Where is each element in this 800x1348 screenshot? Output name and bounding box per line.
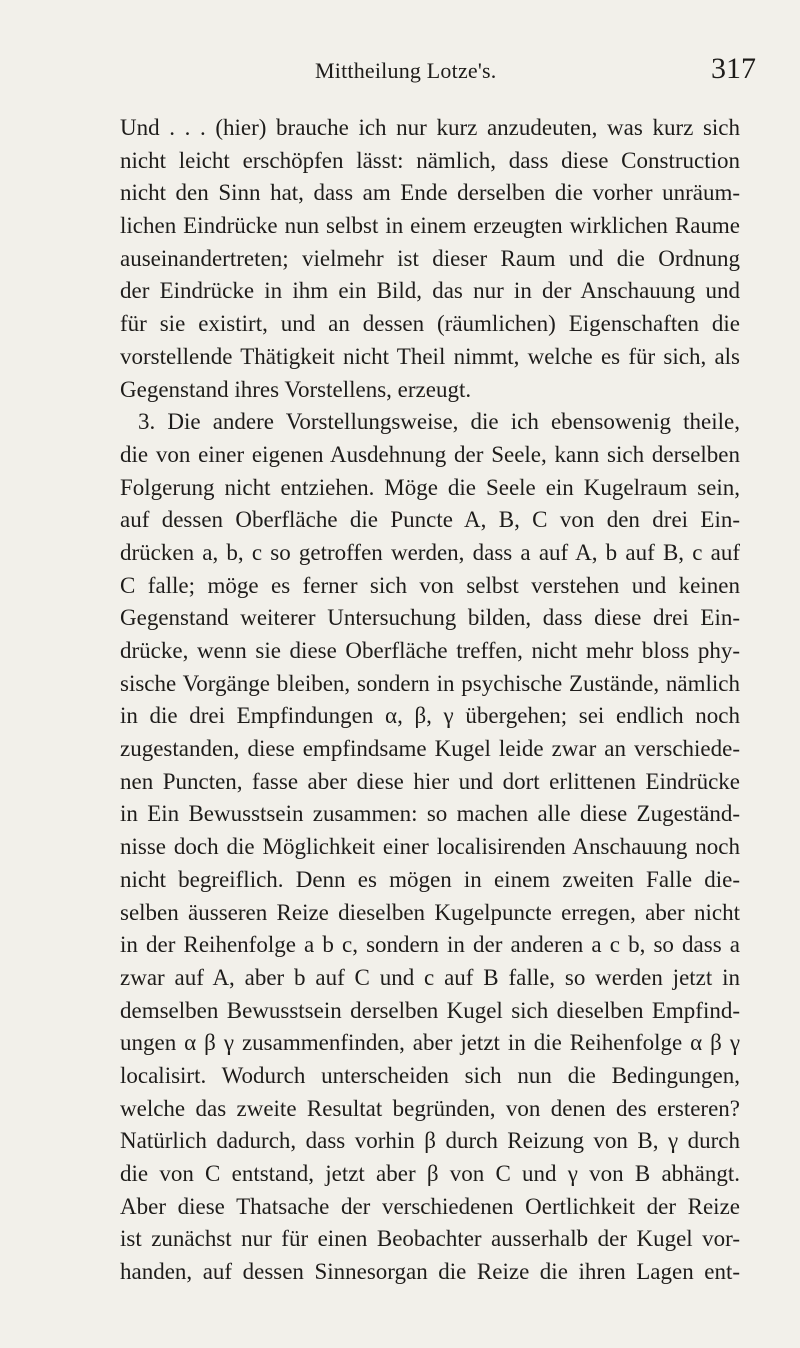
text-line: drücken a, b, c so getroffen werden, dass a auf A, b auf B, c auf	[120, 539, 740, 565]
body-text	[120, 112, 740, 1289]
text-line: der Eindrücke in ihm ein Bild, das nur in der Anschauung und	[120, 278, 740, 304]
text-line: Und . . . (hier) brauche ich nur kurz anzudeuten, was kurz sich	[120, 115, 740, 140]
text-line: nicht den Sinn hat, dass am Ende derselben die vorher unräum-	[120, 180, 740, 206]
text-line: Natürlich dadurch, dass vorhin β durch Reizung von B, γ durch	[120, 1128, 740, 1154]
text-line: in Ein Bewusstsein zusammen: so machen alle diese Zugeständ-	[120, 801, 740, 827]
text-line: ungen α β γ zusammenfinden, aber jetzt in die Reihenfolge α β γ	[120, 1030, 740, 1056]
text-line: ist zunächst nur für einen Beobachter ausserhalb der Kugel vor-	[120, 1226, 740, 1252]
text-line: auf dessen Oberfläche die Puncte A, B, C von den drei Ein-	[120, 507, 740, 533]
text-line: localisirt. Wodurch unterscheiden sich nun die Bedingungen,	[120, 1062, 740, 1088]
page-number: 317	[711, 52, 756, 85]
text-line: nicht leicht erschöpfen lässt: nämlich, dass diese Construction	[120, 147, 740, 173]
text-line: Gegenstand ihres Vorstellens, erzeugt.	[120, 376, 472, 402]
text-line: C falle; möge es ferner sich von selbst verstehen und keinen	[120, 572, 740, 598]
text-line: drücke, wenn sie diese Oberfläche treffen, nicht mehr bloss phy-	[120, 638, 740, 663]
text-line: Gegenstand weiterer Untersuchung bilden, dass diese drei Ein-	[120, 605, 740, 631]
text-line: die von einer eigenen Ausdehnung der Seele, kann sich derselben	[120, 441, 740, 467]
text-line: 3. Die andere Vorstellungsweise, die ich ebensowenig theile,	[138, 409, 740, 435]
text-line: in die drei Empfindungen α, β, γ übergehen; sei endlich noch	[120, 703, 740, 729]
text-line: nicht begreiflich. Denn es mögen in einem zweiten Falle die-	[120, 866, 740, 892]
text-line: die von C entstand, jetzt aber β von C und γ von B abhängt.	[120, 1161, 740, 1186]
text-line: handen, auf dessen Sinnesorgan die Reize die ihren Lagen ent-	[120, 1259, 740, 1285]
text-line: Aber diese Thatsache der verschiedenen Oertlichkeit der Reize	[120, 1193, 740, 1219]
text-line: demselben Bewusstsein derselben Kugel sich dieselben Empfind-	[120, 997, 740, 1023]
text-line: nisse doch die Möglichkeit einer localisirenden Anschauung noch	[120, 834, 740, 860]
text-line: Folgerung nicht entziehen. Möge die Seele ein Kugelraum sein,	[120, 474, 740, 500]
text-line: zwar auf A, aber b auf C und c auf B falle, so werden jetzt in	[120, 964, 740, 990]
text-line: in der Reihenfolge a b c, sondern in der anderen a c b, so dass a	[120, 932, 740, 958]
text-line: auseinandertreten; vielmehr ist dieser Raum und die Ordnung	[120, 245, 740, 271]
text-line: vorstellende Thätigkeit nicht Theil nimmt, welche es für sich, als	[120, 343, 740, 369]
text-line: zugestanden, diese empfindsame Kugel leide zwar an verschiede-	[120, 736, 740, 762]
text-line: lichen Eindrücke nun selbst in einem erzeugten wirklichen Raume	[120, 213, 740, 239]
text-line: für sie existirt, und an dessen (räumlichen) Eigenschaften die	[120, 311, 740, 337]
text-line: selben äusseren Reize dieselben Kugelpuncte erregen, aber nicht	[120, 899, 740, 925]
text-line: sische Vorgänge bleiben, sondern in psychische Zustände, nämlich	[120, 670, 740, 696]
text-line: welche das zweite Resultat begründen, von denen des ersteren?	[120, 1095, 740, 1121]
running-head: Mittheilung Lotze's.	[315, 58, 497, 83]
text-line: nen Puncten, fasse aber diese hier und dort erlittenen Eindrücke	[120, 768, 740, 794]
